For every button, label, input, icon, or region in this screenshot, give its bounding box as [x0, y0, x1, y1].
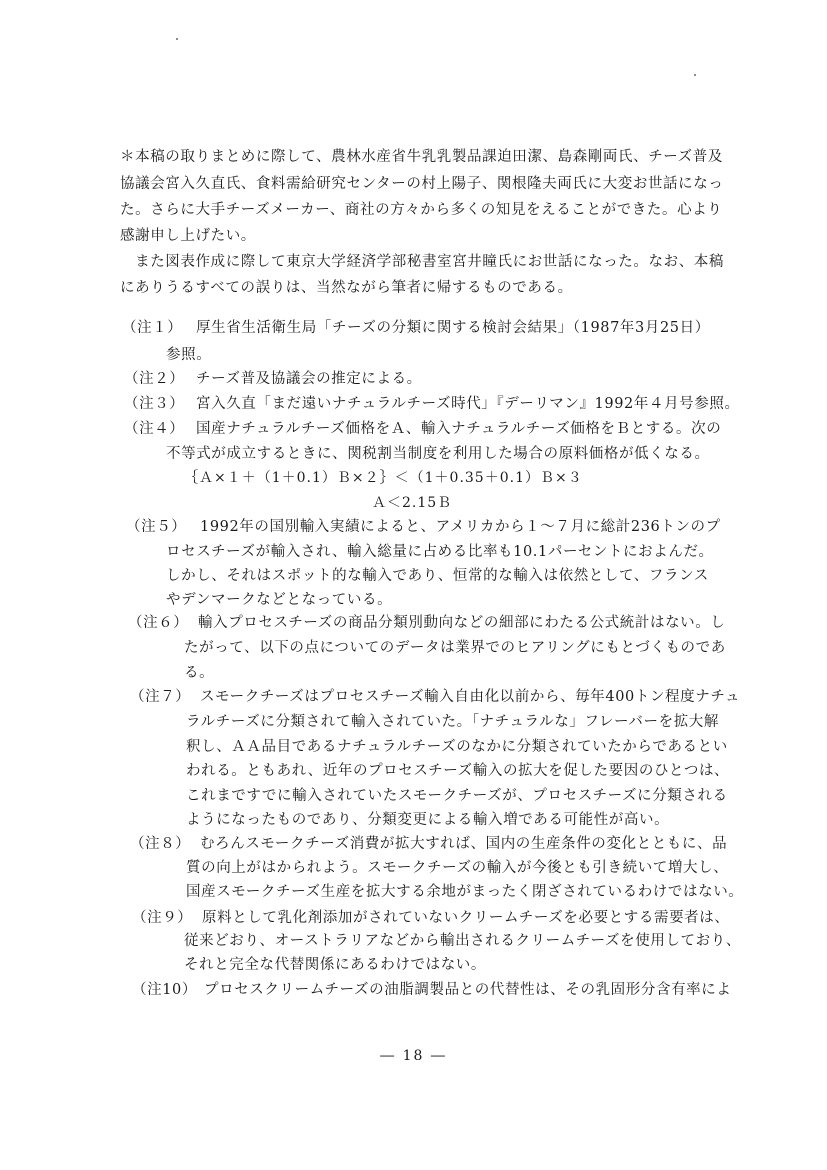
- note-line: チーズ普及協議会の推定による。: [196, 371, 422, 387]
- note-line: 輸入プロセスチーズの商品分類別動向などの細部にわたる公式統計はない。し: [198, 615, 726, 631]
- note-label: （注１）: [122, 320, 183, 336]
- note-line: それと完全な代替関係にあるわけではない。: [184, 957, 486, 973]
- note-line: たがって、以下の点についてのデータは業界でのヒアリングにもとづくものであ: [184, 640, 726, 656]
- note-line: 1992年の国別輸入実績によると、アメリカから１～７月に総計236トンのプ: [200, 519, 721, 535]
- note-label: （注４）: [124, 421, 185, 437]
- scan-speck: [176, 38, 178, 40]
- note-line: ようになったものであり、分類変更による輸入増である可能性が高い。: [186, 812, 670, 828]
- note-line: 釈し、ＡＡ品目であるナチュラルチーズのなかに分類されていたからであるとい: [186, 739, 728, 755]
- note-line: 原料として乳化剤添加がされていないクリームチーズを必要とする需要者は、: [202, 910, 730, 926]
- note-line: しかし、それはスポット的な輸入であり、恒常的な輸入は依然として、フランス: [166, 568, 709, 584]
- note-label: （注８）: [130, 836, 191, 852]
- note-line: る。: [184, 665, 215, 681]
- ack-line: 協議会宮入久直氏、食料需給研究センターの村上陽子、関根隆夫両氏に大変お世話になっ: [120, 176, 724, 192]
- note-label: （注10）: [132, 982, 197, 998]
- note-line: われる。ともあれ、近年のプロセスチーズ輸入の拡大を促した要因のひとつは、: [186, 763, 730, 779]
- note-line: 従来どおり、オーストラリアなどから輸出されるクリームチーズを使用しており、: [184, 933, 741, 949]
- inequality-result: Ａ＜2.15Ｂ: [372, 495, 453, 511]
- inequality-formula: ｛Ａ×１＋（1＋0.1）Ｂ×２｝＜（1＋0.35＋0.1）Ｂ×３: [184, 470, 583, 486]
- note-line: やデンマークなどとなっている。: [166, 592, 393, 608]
- note-label: （注９）: [132, 910, 193, 926]
- note-line: 質の向上がはかられよう。スモークチーズの輸入が今後とも引き続いて増大し、: [186, 860, 729, 876]
- note-line: プロセスクリームチーズの油脂調製品との代替性は、その乳固形分含有率によ: [204, 982, 732, 998]
- note-label: （注２）: [124, 371, 185, 387]
- page-number: ― 18 ―: [380, 1048, 447, 1064]
- note-line: 国産ナチュラルチーズ価格をＡ、輸入ナチュラルチーズ価格をＢとする。次の: [196, 421, 722, 437]
- note-line: スモークチーズはプロセスチーズ輸入自由化以前から、毎年400トン程度ナチュ: [200, 689, 741, 705]
- ack-line: た。さらに大手チーズメーカー、商社の方々から多くの知見をえることができた。心より: [120, 202, 723, 218]
- note-line: ロセスチーズが輸入され、輸入総量に占める比率も10.1パーセントにおよんだ。: [166, 544, 714, 560]
- note-label: （注６）: [128, 615, 189, 631]
- note-line: ラルチーズに分類されて輸入されていた。「ナチュラルな」フレーバーを拡大解: [186, 714, 720, 730]
- ack-line: ＊本稿の取りまとめに際して、農林水産省牛乳乳製品課迫田潔、島森剛両氏、チーズ普及: [120, 149, 723, 165]
- note-line: 不等式が成立するときに、関税割当制度を利用した場合の原料価格が低くなる。: [166, 446, 710, 462]
- note-line: 厚生省生活衛生局「チーズの分類に関する検討会結果」（1987年3月25日）: [196, 320, 710, 336]
- note-label: （注３）: [124, 396, 185, 412]
- ack-line: にありうるすべての誤りは、当然ながら筆者に帰するものである。: [120, 280, 573, 296]
- ack-line: 感謝申し上げたい。: [120, 228, 256, 244]
- note-line: 国産スモークチーズ生産を拡大する余地がまったく閉ざされているわけではない。: [186, 884, 744, 900]
- note-line: 宮入久直「まだ遠いナチュラルチーズ時代」『デーリマン』1992年４月号参照。: [196, 396, 740, 412]
- note-line: これまですでに輸入されていたスモークチーズが、プロセスチーズに分類される: [186, 788, 728, 804]
- ack-line: また図表作成に際して東京大学経済学部秘書室宮井瞳氏にお世話になった。なお、本稿: [120, 254, 724, 270]
- note-label: （注５）: [126, 519, 187, 535]
- note-line: 参照。: [166, 347, 212, 363]
- note-label: （注７）: [130, 689, 191, 705]
- scan-speck: [694, 74, 696, 76]
- note-line: むろんスモークチーズ消費が拡大すれば、国内の生産条件の変化とともに、品: [200, 836, 728, 852]
